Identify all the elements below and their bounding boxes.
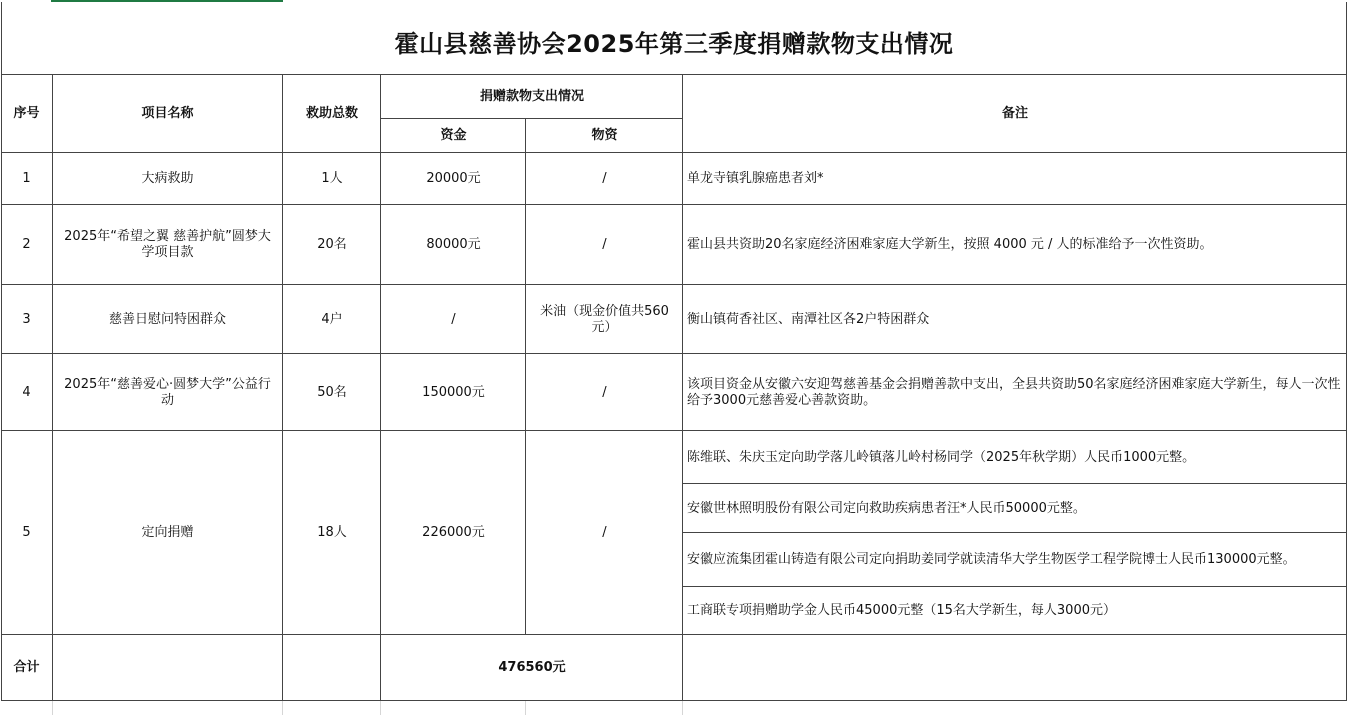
total-name-empty[interactable] [52, 635, 283, 701]
row-1-seq[interactable]: 1 [22, 171, 31, 186]
row-5-materials[interactable]: / [602, 525, 607, 540]
page-title: 霍山县慈善协会2025年第三季度捐赠款物支出情况 [394, 30, 954, 58]
header-expenditure-group[interactable]: 捐赠款物支出情况 [479, 88, 584, 104]
header-materials[interactable]: 物资 [591, 128, 618, 143]
grid-line [1, 700, 1347, 701]
row-3-notes[interactable]: 衡山镇荷香社区、南潭社区各2户特困群众 [687, 311, 930, 327]
grid-line [683, 483, 1347, 484]
row-5-note-2[interactable]: 安徽世林照明股份有限公司定向救助疾病患者汪*人民币50000元整。 [687, 500, 1086, 516]
total-count-empty[interactable] [283, 635, 381, 701]
total-notes-empty[interactable] [683, 635, 1347, 701]
grid-line [683, 586, 1347, 587]
total-label[interactable]: 合计 [13, 660, 40, 675]
row-5-funds[interactable]: 226000元 [422, 525, 485, 540]
row-2-funds[interactable]: 80000元 [426, 237, 481, 252]
grid-line [1, 204, 1347, 205]
row-2-notes[interactable]: 霍山县共资助20名家庭经济困难家庭大学新生，按照 4000 元 / 人的标准给予一次性资助。 [687, 237, 1213, 252]
sheet-gridline [525, 701, 526, 715]
sheet-gridline [380, 701, 381, 715]
header-funds[interactable]: 资金 [440, 128, 467, 143]
header-seq[interactable]: 序号 [13, 105, 40, 121]
grid-line [682, 74, 683, 701]
grid-line [1, 284, 1347, 285]
grid-line [1, 74, 1347, 75]
grid-line [282, 74, 283, 701]
row-1-name[interactable]: 大病救助 [141, 171, 194, 186]
row-5-note-1[interactable]: 陈维联、朱庆玉定向助学落儿岭镇落儿岭村杨同学（2025年秋学期）人民币1000元整。 [687, 449, 1196, 465]
row-5-name[interactable]: 定向捐赠 [141, 525, 194, 540]
header-project-name[interactable]: 项目名称 [141, 105, 194, 121]
grid-line [1, 152, 1347, 153]
grid-line [1, 634, 1347, 635]
grid-line [1, 430, 1347, 431]
title-row [1, 2, 1347, 74]
header-notes[interactable]: 备注 [1001, 105, 1028, 121]
grid-line [52, 74, 53, 701]
row-3-funds[interactable]: / [451, 311, 456, 327]
grid-line [380, 74, 381, 701]
sheet-gridline [282, 701, 283, 715]
row-3-name[interactable]: 慈善日慰问特困群众 [108, 311, 226, 327]
grid-line [381, 118, 683, 119]
row-1-materials[interactable]: / [602, 171, 607, 186]
grid-line [1, 353, 1347, 354]
row-4-materials[interactable]: / [602, 384, 607, 400]
row-4-seq[interactable]: 4 [22, 384, 31, 400]
row-4-funds[interactable]: 150000元 [422, 384, 485, 400]
sheet-gridline [682, 701, 683, 715]
grid-line [1346, 2, 1347, 701]
row-4-notes[interactable]: 该项目资金从安徽六安迎驾慈善基金会捐赠善款中支出，全县共资助50名家庭经济困难家庭大学新生，每人一次性给予3000元慈善爱心善款资助。 [687, 376, 1341, 408]
row-3-count[interactable]: 4户 [321, 311, 343, 327]
grid-line [683, 532, 1347, 533]
row-1-notes[interactable]: 单龙寺镇乳腺癌患者刘* [687, 171, 824, 186]
row-3-seq[interactable]: 3 [22, 311, 31, 327]
total-amount[interactable]: 476560元 [498, 660, 566, 675]
row-5-count[interactable]: 18人 [317, 525, 347, 540]
row-5-seq[interactable]: 5 [22, 525, 31, 540]
row-2-materials[interactable]: / [602, 237, 607, 252]
row-5-note-4[interactable]: 工商联专项捐赠助学金人民币45000元整（15名大学新生，每人3000元） [687, 603, 1116, 618]
header-aid-count[interactable]: 救助总数 [305, 105, 358, 121]
grid-line [1, 74, 2, 701]
row-2-count[interactable]: 20名 [317, 237, 347, 252]
row-3-materials[interactable]: 米油（现金价值共560元） [540, 303, 669, 335]
row-1-funds[interactable]: 20000元 [426, 171, 481, 186]
row-5-note-3[interactable]: 安徽应流集团霍山铸造有限公司定向捐助姜同学就读清华大学生物医学工程学院博士人民币130000元整。 [687, 552, 1296, 567]
sheet-gridline [52, 701, 53, 715]
row-4-name[interactable]: 2025年“慈善爱心·圆梦大学”公益行动 [64, 376, 271, 408]
grid-line [525, 118, 526, 635]
row-1-count[interactable]: 1人 [321, 171, 343, 186]
row-4-count[interactable]: 50名 [317, 384, 347, 400]
row-2-name[interactable]: 2025年“希望之翼 慈善护航”圆梦大学项目款 [64, 229, 271, 260]
row-2-seq[interactable]: 2 [22, 237, 31, 252]
